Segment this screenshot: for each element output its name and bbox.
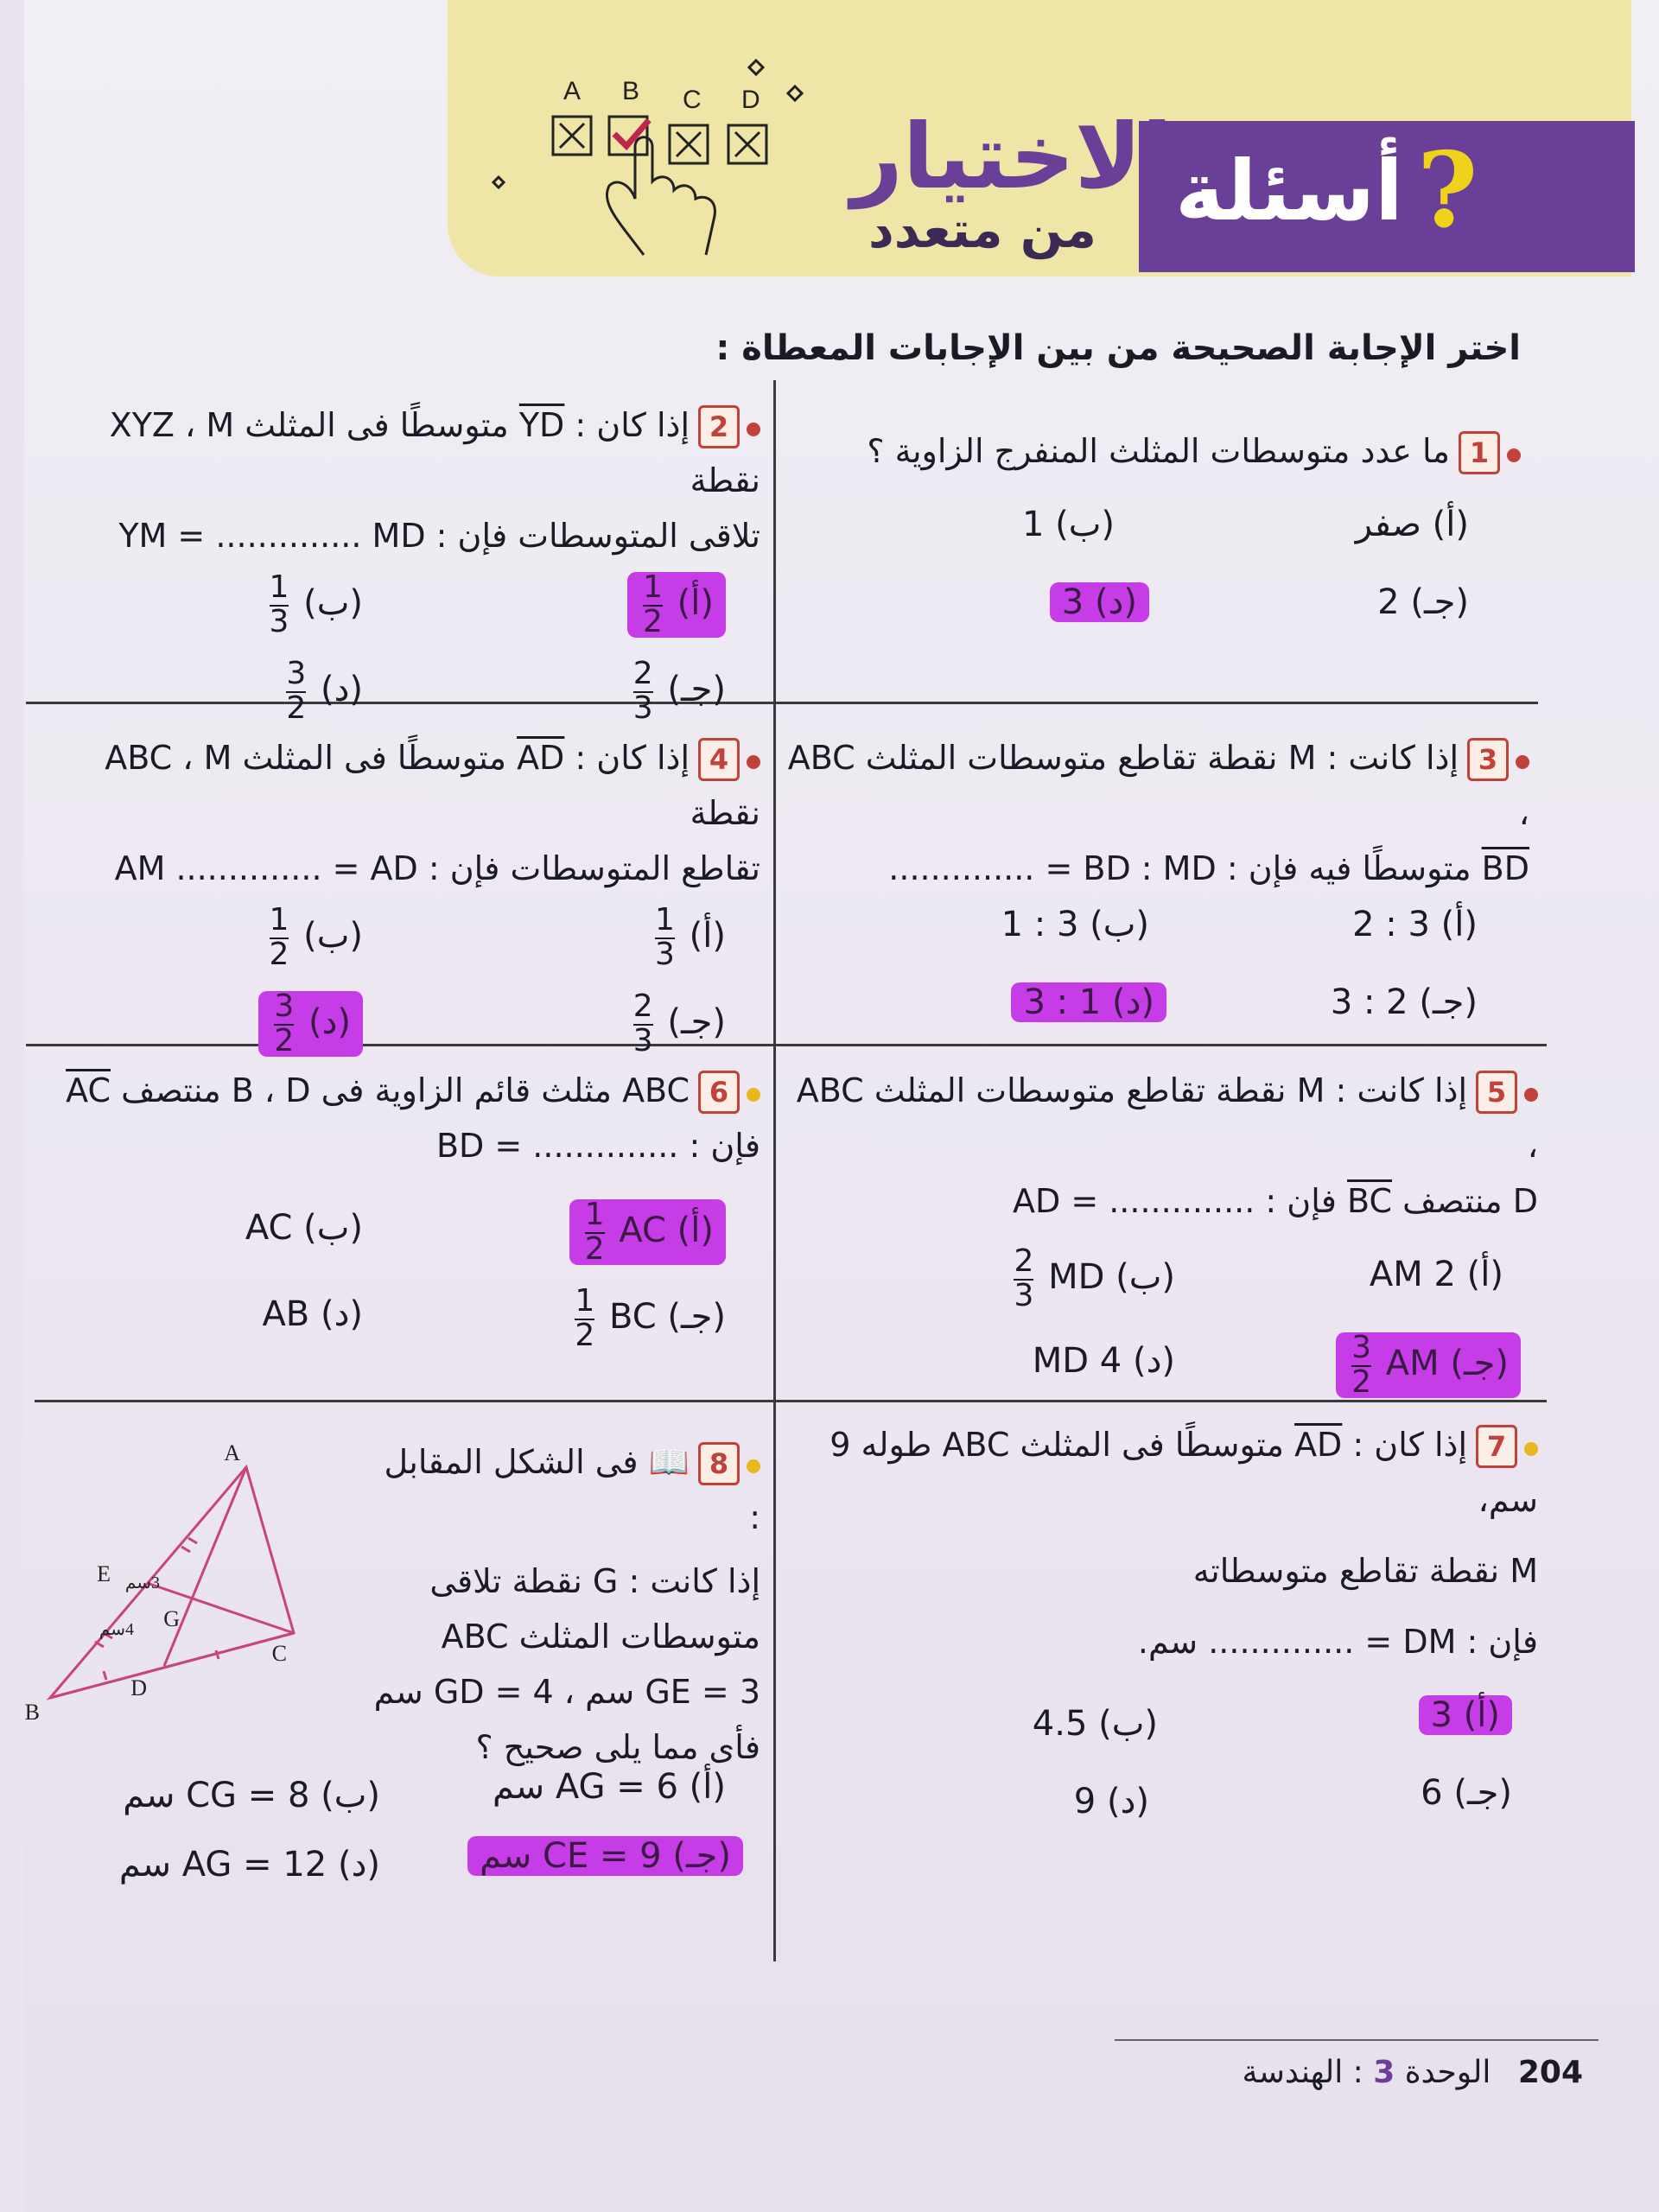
- segment-ad: AD: [1294, 1426, 1343, 1464]
- question-number: 7: [1476, 1425, 1517, 1468]
- numerator: 1: [643, 569, 663, 605]
- numerator: 3: [274, 988, 295, 1024]
- option-b[interactable]: (ب) AC: [245, 1208, 363, 1248]
- option-d[interactable]: (د) 9: [1073, 1782, 1149, 1821]
- numerator: 3: [286, 656, 307, 691]
- option-a[interactable]: [652, 902, 726, 972]
- denominator: 3: [632, 1023, 653, 1058]
- option-d[interactable]: (د) 4 MD: [1032, 1341, 1175, 1381]
- label-ge: 3سم: [124, 1573, 160, 1592]
- stem-part: متوسطًا فى المثلث XYZ ، M نقطة: [109, 406, 760, 499]
- option-a-highlighted[interactable]: [569, 1199, 726, 1265]
- letter-d: D: [741, 86, 760, 114]
- numerator: 1: [269, 902, 289, 938]
- stem-part: متوسطًا فيه فإن : BD : MD = ..............: [888, 849, 1471, 887]
- question-1: [786, 423, 1521, 683]
- option-c[interactable]: [630, 988, 726, 1058]
- option-label: (ب): [303, 916, 363, 956]
- point-g: G: [163, 1606, 180, 1631]
- option-label: (د): [308, 1002, 351, 1042]
- instruction-text: اختر الإجابة الصحيحة من بين الإجابات المعطاة :: [715, 328, 1521, 368]
- difficulty-dot: [1516, 755, 1529, 769]
- stem-line-2: تقاطع المتوسطات فإن : AM .............. = AD: [114, 849, 760, 887]
- option-label: (أ): [689, 916, 726, 956]
- denominator: 2: [575, 1318, 595, 1353]
- question-number: 1: [1459, 431, 1500, 474]
- choice-boxes-icon: [471, 48, 834, 272]
- unit-label: الوحدة: [1404, 2055, 1491, 2090]
- option-label: (جـ): [667, 670, 726, 709]
- option-c[interactable]: (جـ) 2: [1377, 582, 1469, 622]
- letter-a: A: [563, 77, 582, 105]
- stem-line-4: GE = 3 سم ، GD = 4 سم: [373, 1673, 760, 1711]
- numerator: 1: [269, 569, 289, 605]
- option-label: (د): [320, 670, 363, 709]
- question-number: 8: [698, 1442, 740, 1485]
- question-5: [786, 1063, 1538, 1400]
- fraction: [269, 902, 289, 972]
- option-a-highlighted[interactable]: (أ) 3: [1419, 1695, 1513, 1735]
- numerator: 1: [655, 902, 675, 938]
- stem-part: إذا كانت : M نقطة تقاطع متوسطات المثلث ABC ،: [796, 1071, 1538, 1165]
- stem-line-2: فإن : .............. = BD: [435, 1127, 760, 1165]
- segment-ac: AC: [66, 1071, 111, 1109]
- stem-part: متوسطًا فى المثلث ABC طوله 9 سم،: [830, 1426, 1538, 1519]
- difficulty-dot: [747, 423, 760, 436]
- denominator: 3: [269, 604, 289, 639]
- segment-yd: YD: [518, 406, 565, 444]
- stem-part: متوسطًا فى المثلث ABC ، M نقطة: [105, 739, 760, 832]
- option-label: (ب) MD: [1048, 1257, 1175, 1297]
- fraction: [633, 658, 653, 724]
- denominator: 2: [1351, 1364, 1372, 1400]
- stem-line-3: متوسطات المثلث ABC: [441, 1618, 760, 1656]
- option-a-highlighted[interactable]: [627, 569, 726, 639]
- stem-part: فى الشكل المقابل :: [384, 1443, 760, 1536]
- header-subtitle: من متعدد: [868, 200, 1096, 259]
- option-b[interactable]: (ب) 3 : 1: [1001, 905, 1149, 944]
- stem-line-5: فأى مما يلى صحيح ؟: [475, 1728, 760, 1766]
- option-b[interactable]: [266, 569, 364, 639]
- option-label: (جـ) AM: [1385, 1344, 1509, 1383]
- letter-c: C: [683, 86, 702, 114]
- difficulty-dot: [747, 755, 760, 769]
- option-b[interactable]: (ب) CG = 8 سم: [123, 1776, 380, 1815]
- difficulty-dot: [747, 1459, 760, 1473]
- question-3: [786, 730, 1529, 1033]
- label-gd: 4سم: [99, 1620, 134, 1639]
- footer-rule: [1115, 2039, 1599, 2041]
- stem-part: إذا كان :: [575, 739, 690, 777]
- stem-line-3: فإن : DM = .............. سم.: [1137, 1623, 1538, 1661]
- stem-part: إذا كان :: [575, 406, 690, 444]
- option-d[interactable]: (د) AG = 12 سم: [118, 1845, 380, 1885]
- page-footer: [1242, 2055, 1583, 2090]
- difficulty-dot: [1524, 1088, 1538, 1102]
- vertex-d: D: [130, 1675, 147, 1700]
- question-8: [24, 1434, 760, 1918]
- fraction: [286, 658, 306, 724]
- fraction: [575, 1283, 595, 1353]
- segment-bc: BC: [1347, 1182, 1392, 1220]
- denominator: 2: [643, 604, 663, 639]
- denominator: 2: [286, 690, 307, 726]
- option-c[interactable]: (جـ) 2 : 3: [1330, 982, 1478, 1022]
- question-4: [35, 730, 760, 1058]
- numerator: 2: [632, 988, 653, 1024]
- option-b[interactable]: [1010, 1243, 1175, 1313]
- denominator: 3: [1014, 1278, 1034, 1313]
- option-label: (أ) AC: [619, 1211, 714, 1250]
- column-divider: [773, 380, 776, 1961]
- denominator: 2: [274, 1023, 295, 1058]
- option-d-highlighted[interactable]: (د) 1 : 3: [1011, 982, 1166, 1022]
- question-mark-icon: ?: [1417, 130, 1478, 251]
- header-ikhtiyar: الاختيار: [851, 104, 1173, 209]
- numerator: 2: [1014, 1243, 1034, 1279]
- triangle-figure: [24, 1434, 328, 1728]
- numerator: 1: [584, 1197, 605, 1232]
- numerator: 3: [1351, 1330, 1372, 1365]
- question-7: [786, 1417, 1538, 1849]
- question-number: 2: [698, 405, 740, 448]
- vertex-b: B: [24, 1700, 40, 1725]
- fraction: [1014, 1243, 1034, 1313]
- subject-label: : الهندسة: [1242, 2055, 1363, 2090]
- vertex-c: C: [271, 1641, 287, 1666]
- difficulty-dot: [1524, 1442, 1538, 1456]
- vertex-a: A: [224, 1440, 240, 1465]
- option-c-highlighted[interactable]: (جـ) CE = 9 سم: [467, 1836, 743, 1876]
- denominator: 3: [632, 690, 653, 726]
- option-a[interactable]: (أ) AG = 6 سم: [493, 1767, 726, 1807]
- option-b[interactable]: (ب) 1: [1021, 505, 1115, 544]
- question-number: 3: [1467, 738, 1509, 781]
- fraction: [585, 1199, 605, 1265]
- page-number: 204: [1517, 2055, 1583, 2090]
- denominator: 3: [655, 937, 675, 972]
- question-2: [35, 397, 760, 726]
- vertex-e: E: [97, 1561, 111, 1586]
- difficulty-dot: [747, 1088, 760, 1102]
- numerator: 2: [632, 656, 653, 691]
- option-c-highlighted[interactable]: [1336, 1332, 1521, 1398]
- option-label: (جـ) BC: [608, 1297, 726, 1337]
- option-c[interactable]: (جـ) 6: [1421, 1773, 1512, 1813]
- option-label: (جـ): [667, 1002, 726, 1042]
- option-d[interactable]: [283, 658, 363, 724]
- option-label: (أ): [677, 583, 714, 623]
- stem-part: D منتصف: [1402, 1182, 1538, 1220]
- difficulty-dot: [1507, 448, 1521, 462]
- segment-bd: BD: [1481, 849, 1529, 887]
- fraction: [269, 569, 289, 639]
- option-d-highlighted[interactable]: [258, 988, 363, 1058]
- option-d[interactable]: (د) AB: [262, 1294, 363, 1334]
- letter-b: B: [622, 77, 640, 105]
- question-number: 5: [1476, 1071, 1517, 1114]
- question-number: 6: [698, 1071, 740, 1114]
- unit-number: 3: [1373, 2055, 1395, 2090]
- fraction: [655, 902, 675, 972]
- question-6: [35, 1063, 760, 1391]
- fraction: [632, 988, 653, 1058]
- question-number: 4: [698, 738, 740, 781]
- option-b[interactable]: (ب) 4.5: [1032, 1704, 1158, 1744]
- stem-part: إذا كانت : M نقطة تقاطع متوسطات المثلث ABC ،: [787, 739, 1529, 832]
- option-c[interactable]: [630, 658, 726, 724]
- stem-line-2: M نقطة تقاطع متوسطاته: [1192, 1552, 1538, 1590]
- fraction: [643, 569, 663, 639]
- option-d-highlighted[interactable]: (د) 3: [1050, 582, 1149, 622]
- option-label: (ب): [303, 583, 363, 623]
- stem-line-2: إذا كانت : G نقطة تلاقى: [429, 1562, 760, 1600]
- fraction: [1351, 1332, 1371, 1398]
- option-c[interactable]: [571, 1283, 726, 1353]
- question-stem: ما عدد متوسطات المثلث المنفرج الزاوية ؟: [867, 432, 1450, 470]
- numerator: 1: [575, 1283, 595, 1319]
- stem-line-2: تلاقى المتوسطات فإن : YM = .............. MD: [118, 517, 760, 555]
- denominator: 2: [269, 937, 289, 972]
- stem-part: إذا كان :: [1352, 1426, 1467, 1464]
- book-icon: 📖: [648, 1443, 690, 1481]
- option-a[interactable]: (أ) 2 AM: [1369, 1255, 1503, 1294]
- option-a[interactable]: (أ) صفر: [1355, 505, 1469, 544]
- fraction: [274, 988, 295, 1058]
- stem-part: فإن : .............. = AD: [1012, 1182, 1337, 1220]
- header-title: أسئلة: [1175, 143, 1403, 239]
- option-b[interactable]: [266, 902, 364, 972]
- stem-part: ABC مثلث قائم الزاوية فى B ، D منتصف: [121, 1071, 690, 1109]
- option-a[interactable]: (أ) 3 : 2: [1352, 905, 1478, 944]
- denominator: 2: [584, 1231, 605, 1267]
- segment-ad: AD: [517, 739, 565, 777]
